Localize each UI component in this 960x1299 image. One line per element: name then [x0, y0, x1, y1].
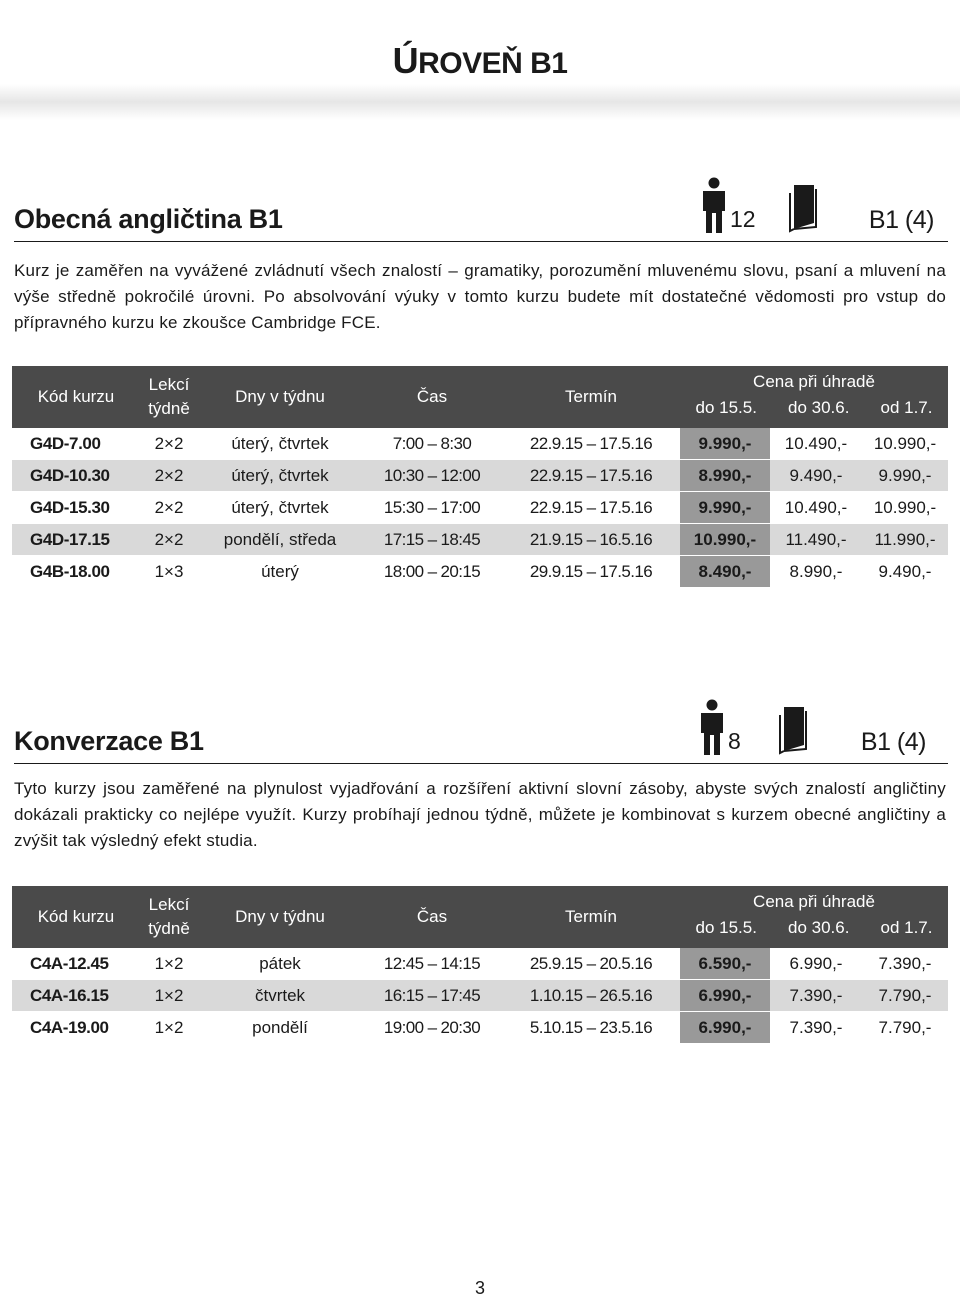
table-row: G4D-15.30 2×2 úterý, čtvrtek 15:30 – 17:00 22.9.15 – 17.5.16 9.990,- 10.490,- 10.990,-	[12, 492, 948, 524]
col-price-2: do 30.6.	[788, 398, 850, 417]
lessons-count: 8	[728, 728, 741, 754]
page-title: ÚROVEŇ B1	[392, 40, 568, 81]
section-title: Obecná angličtina B1	[14, 204, 283, 234]
course-level: B1 (4)	[860, 728, 926, 756]
col-price: Cena při úhradě do 15.5. do 30.6. od 1.7.	[680, 886, 948, 948]
lessons-count: 12	[730, 206, 756, 232]
person-icon	[698, 699, 726, 755]
section-header-conversation	[14, 717, 948, 764]
col-term: Termín	[502, 886, 680, 948]
section-header-general	[14, 195, 948, 242]
book-icon	[778, 705, 810, 755]
course-description: Tyto kurzy jsou zaměřené na plynulost vyjadřování a rozšíření aktivní slovní zásoby, abyste svých znalostí angličtiny dokázali prakticky co nejlépe využít. Kurzy probíhají jednou týdně, můžete je kombinovat s kurzem obecné angličtiny a zvýšit tak výsledný efekt studia.	[14, 779, 946, 850]
col-code: Kód kurzu	[12, 366, 140, 428]
table-row: G4D-17.15 2×2 pondělí, středa 17:15 – 18:45 21.9.15 – 16.5.16 10.990,- 11.490,- 11.990,-	[12, 524, 948, 556]
course-level: B1 (4)	[868, 206, 934, 234]
col-time: Čas	[362, 886, 502, 948]
table-row: G4D-10.30 2×2 úterý, čtvrtek 10:30 – 12:00 22.9.15 – 17.5.16 8.990,- 9.490,- 9.990,-	[12, 460, 948, 492]
col-price: Cena při úhradě do 15.5. do 30.6. od 1.7.	[680, 366, 948, 428]
col-price-1: do 15.5.	[695, 398, 757, 417]
col-days: Dny v týdnu	[198, 886, 362, 948]
table-row: G4B-18.00 1×3 úterý 18:00 – 20:15 29.9.15 – 17.5.16 8.490,- 8.990,- 9.490,-	[12, 556, 948, 588]
book-icon	[788, 183, 820, 233]
course-table-general	[12, 366, 948, 588]
col-price-2: do 30.6.	[788, 918, 850, 937]
table-row: C4A-19.00 1×2 pondělí 19:00 – 20:30 5.10.15 – 23.5.16 6.990,- 7.390,- 7.790,-	[12, 1012, 948, 1044]
person-icon	[700, 177, 728, 233]
col-term: Termín	[502, 366, 680, 428]
table-row: C4A-12.45 1×2 pátek 12:45 – 14:15 25.9.15 – 20.5.16 6.590,- 6.990,- 7.390,-	[12, 948, 948, 980]
course-description: Kurz je zaměřen na vyvážené zvládnutí všech znalostí – gramatiky, porozumění mluvenému slovu, psaní a mluvení na výše středně pokročilé úrovni. Po absolvování výuky v tomto kurzu budete mít dostatečné vědomosti pro vstup do přípravného kurzu ke zkoušce Cambridge FCE.	[14, 261, 946, 332]
col-lessons: Lekcí týdně	[140, 366, 198, 428]
col-price-1: do 15.5.	[695, 918, 757, 937]
col-price-3: od 1.7.	[880, 398, 933, 417]
page-number: 3	[474, 1278, 485, 1298]
section-title: Konverzace B1	[14, 726, 204, 756]
table-row: C4A-16.15 1×2 čtvrtek 16:15 – 17:45 1.10.15 – 26.5.16 6.990,- 7.390,- 7.790,-	[12, 980, 948, 1012]
col-days: Dny v týdnu	[198, 366, 362, 428]
course-table-conversation	[12, 886, 948, 1044]
col-lessons: Lekcí týdně	[140, 886, 198, 948]
table-row: G4D-7.00 2×2 úterý, čtvrtek 7:00 – 8:30 22.9.15 – 17.5.16 9.990,- 10.490,- 10.990,-	[12, 428, 948, 460]
col-code: Kód kurzu	[12, 886, 140, 948]
col-price-3: od 1.7.	[880, 918, 933, 937]
col-time: Čas	[362, 366, 502, 428]
